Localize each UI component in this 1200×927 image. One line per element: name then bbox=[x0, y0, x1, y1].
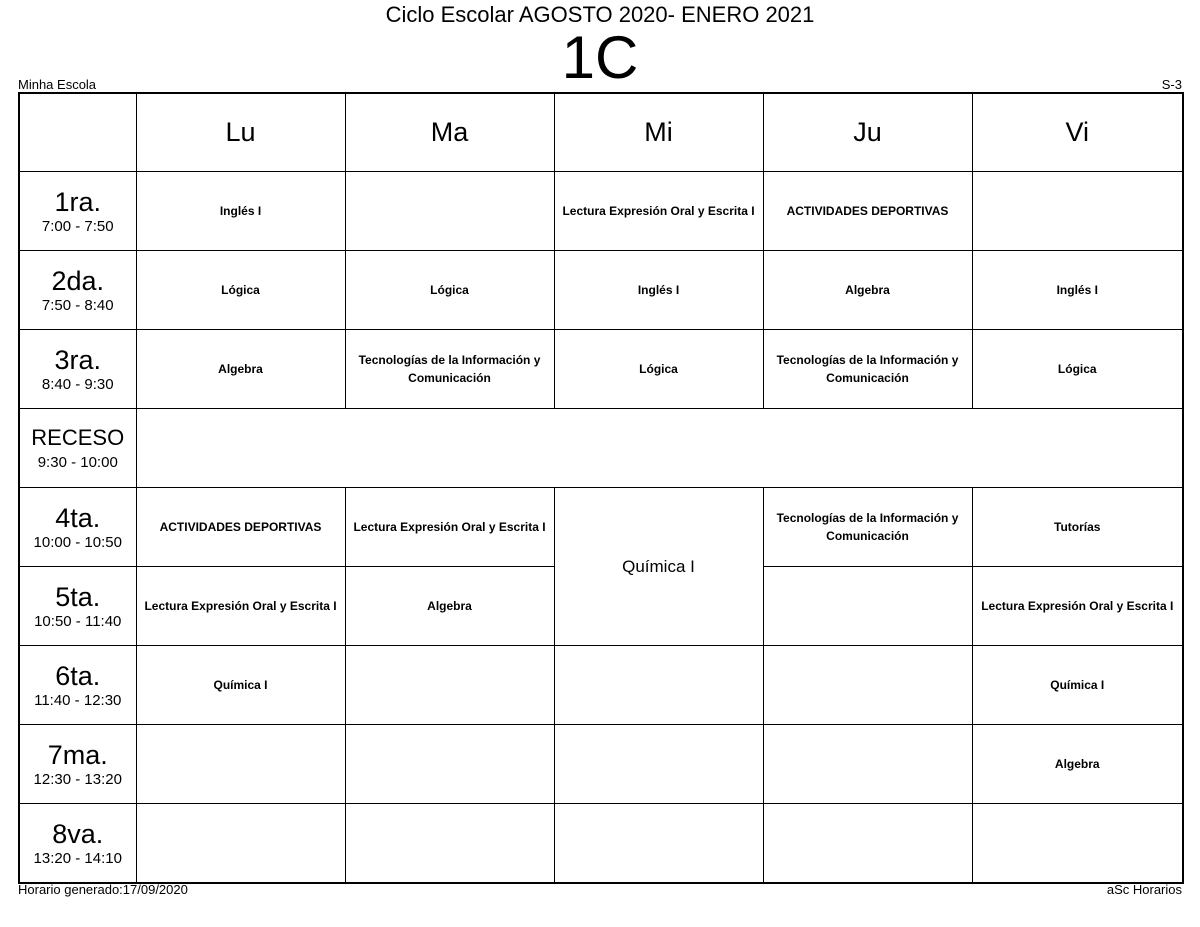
day-header-mi: Mi bbox=[554, 93, 763, 172]
day-header-vi: Vi bbox=[972, 93, 1183, 172]
generated-date: Horario generado:17/09/2020 bbox=[18, 882, 188, 897]
lesson-cell: Química I bbox=[972, 646, 1183, 725]
timetable bbox=[18, 92, 1184, 884]
period-cell bbox=[19, 251, 136, 330]
period-time: 10:50 - 11:40 bbox=[34, 612, 122, 630]
lesson-cell: Lectura Expresión Oral y Escrita I bbox=[136, 567, 345, 646]
table-row bbox=[19, 172, 1183, 251]
period-time: 10:00 - 10:50 bbox=[33, 533, 122, 551]
software-credit: aSc Horarios bbox=[1106, 882, 1182, 897]
lesson-cell bbox=[345, 646, 554, 725]
lesson-cell: Tecnologías de la Información y Comunicación bbox=[763, 488, 972, 567]
recess-label: RECESO bbox=[31, 424, 125, 450]
recess-span bbox=[136, 409, 1183, 488]
lesson-cell: Tutorías bbox=[972, 488, 1183, 567]
lesson-cell bbox=[554, 725, 763, 804]
period-time: 7:50 - 8:40 bbox=[41, 296, 114, 314]
period-time: 11:40 - 12:30 bbox=[34, 691, 122, 709]
period-cell bbox=[19, 646, 136, 725]
period-cell bbox=[19, 567, 136, 646]
lesson-cell: Química I bbox=[136, 646, 345, 725]
lesson-cell bbox=[345, 172, 554, 251]
period-time: 8:40 - 9:30 bbox=[41, 375, 114, 393]
period-cell bbox=[19, 804, 136, 884]
lesson-cell: Lógica bbox=[345, 251, 554, 330]
lesson-cell bbox=[763, 725, 972, 804]
period-name: 4ta. bbox=[55, 502, 101, 533]
table-row bbox=[19, 488, 1183, 567]
lesson-cell: Lectura Expresión Oral y Escrita I bbox=[345, 488, 554, 567]
recess-cell bbox=[19, 409, 136, 488]
period-cell bbox=[19, 172, 136, 251]
period-cell bbox=[19, 330, 136, 409]
period-time: 13:20 - 14:10 bbox=[33, 849, 122, 867]
lesson-cell: Algebra bbox=[972, 725, 1183, 804]
lesson-cell: ACTIVIDADES DEPORTIVAS bbox=[763, 172, 972, 251]
lesson-cell: Lógica bbox=[972, 330, 1183, 409]
lesson-cell: Algebra bbox=[763, 251, 972, 330]
group-name: 1C bbox=[561, 24, 639, 91]
lesson-cell: Tecnologías de la Información y Comunicación bbox=[763, 330, 972, 409]
lesson-cell bbox=[554, 646, 763, 725]
lesson-cell bbox=[763, 804, 972, 884]
table-row bbox=[19, 251, 1183, 330]
table-row bbox=[19, 804, 1183, 884]
table-row bbox=[19, 330, 1183, 409]
period-name: 5ta. bbox=[55, 581, 101, 612]
lesson-cell bbox=[136, 804, 345, 884]
period-name: 7ma. bbox=[47, 739, 108, 770]
table-row bbox=[19, 725, 1183, 804]
period-time: 12:30 - 13:20 bbox=[33, 770, 122, 788]
schedule-title: Ciclo Escolar AGOSTO 2020- ENERO 2021 bbox=[385, 2, 815, 27]
lesson-cell bbox=[136, 725, 345, 804]
lesson-cell: Algebra bbox=[136, 330, 345, 409]
lesson-cell: Lógica bbox=[554, 330, 763, 409]
lesson-cell: Lectura Expresión Oral y Escrita I bbox=[972, 567, 1183, 646]
lesson-cell-double: Química I bbox=[554, 488, 763, 646]
lesson-cell: Lectura Expresión Oral y Escrita I bbox=[554, 172, 763, 251]
lesson-cell: Inglés I bbox=[972, 251, 1183, 330]
day-header-ju: Ju bbox=[763, 93, 972, 172]
period-cell bbox=[19, 488, 136, 567]
lesson-cell bbox=[972, 172, 1183, 251]
period-name: 6ta. bbox=[55, 660, 101, 691]
corner-cell bbox=[19, 93, 136, 172]
school-name: Minha Escola bbox=[18, 77, 97, 92]
lesson-cell bbox=[763, 567, 972, 646]
room-code: S-3 bbox=[1161, 77, 1182, 92]
lesson-cell: Inglés I bbox=[136, 172, 345, 251]
lesson-cell: Lógica bbox=[136, 251, 345, 330]
day-header-ma: Ma bbox=[345, 93, 554, 172]
recess-time: 9:30 - 10:00 bbox=[37, 454, 118, 472]
day-header-row bbox=[19, 93, 1183, 172]
period-name: 3ra. bbox=[54, 344, 102, 375]
period-name: 2da. bbox=[51, 265, 105, 296]
lesson-cell: Inglés I bbox=[554, 251, 763, 330]
lesson-cell bbox=[763, 646, 972, 725]
lesson-cell: Algebra bbox=[345, 567, 554, 646]
period-cell bbox=[19, 725, 136, 804]
day-header-lu: Lu bbox=[136, 93, 345, 172]
period-name: 1ra. bbox=[54, 186, 102, 217]
lesson-cell: ACTIVIDADES DEPORTIVAS bbox=[136, 488, 345, 567]
lesson-cell bbox=[345, 725, 554, 804]
lesson-cell: Tecnologías de la Información y Comunicación bbox=[345, 330, 554, 409]
lesson-cell bbox=[554, 804, 763, 884]
period-name: 8va. bbox=[52, 818, 104, 849]
recess-row bbox=[19, 409, 1183, 488]
period-time: 7:00 - 7:50 bbox=[41, 217, 114, 235]
lesson-cell bbox=[345, 804, 554, 884]
table-row bbox=[19, 646, 1183, 725]
lesson-cell bbox=[972, 804, 1183, 884]
